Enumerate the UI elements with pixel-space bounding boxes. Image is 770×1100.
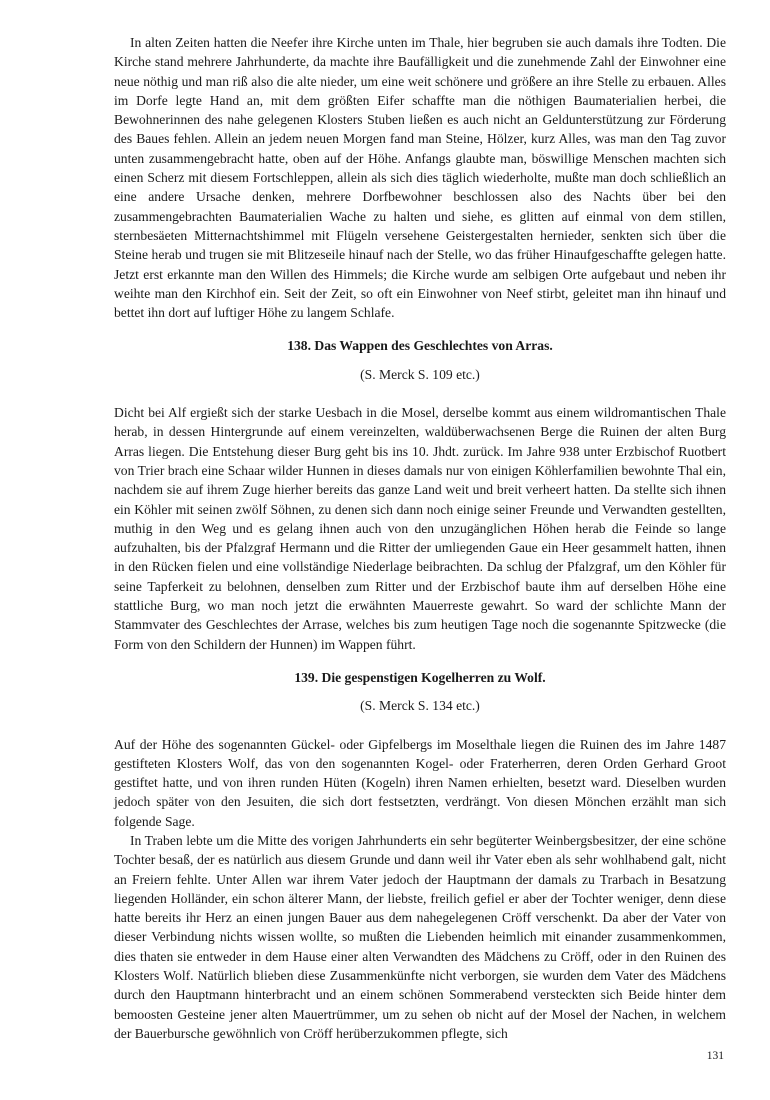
paragraph-traben-story: In Traben lebte um die Mitte des vorigen Jahrhunderts ein sehr begüterter Weinbergsbesitzer, der eine schöne Tochter besaß, der es natürlich aus diesem Grunde und dann weil ihr Vater eben als sehr wohlhabend galt, nicht an Freiern fehlte. Unter Allen war ihrem Vater jedoch der Hauptmann der damals zu Trarbach in Besatzung liegenden Holländer, ein schon älterer Mann, der liebste, freilich gefiel er aber der Tochter weniger, denn diese hatte bereits ihr Herz an einen jungen Bauer aus dem nahegelegenen Cröff verschenkt. Da aber der Vater von dieser Verbindung nichts wissen wollte, so mußten die Liebenden heimlich mit einander zusammenkommen, dies thaten sie entweder in dem Hause einer alten Verwandten des Mädchens zu Cröff, oder in den Ruinen des Klosters Wolf. Natürlich blieben diese Zusammenkünfte nicht verborgen, sie wurden dem Vater des Mädchens durch den Hauptmann hinterbracht und an einem schönen Sommerabend versteckten sich Beide hinter dem bemoosten Gesteine jener alten Mauertrümmer, um zu sehen ob nicht auf der Mosel der Nachen, in welchem der Bauerbursche gewöhnlich von Cröff herüberzukommen pflegte, sich xyxy=(114,832,726,1041)
paragraph-neef-church: In alten Zeiten hatten die Neefer ihre Kirche unten im Thale, hier begruben sie auch damals ihre Todten. Die Kirche stand mehrere Jahrhunderte, da machte ihre Baufälligkeit und die zunehmende Zahl der Einwohner eine neue nöthig und man riß also die alte nieder, um eine weit schönere und größere an ihre Stelle zu erbauen. Alles im Dorfe legte Hand an, mit dem größten Eifer schaffte man die nöthigen Baumaterialien herbei, die Bewohnerinnen des nahe gelegenen Klosters Stuben ließen es auch nicht an Geldunterstützung zur Förderung des Baues fehlen. Allein an jedem neuen Morgen fand man Steine, Hölzer, kurz Alles, was man den Tag zuvor unten zusammengebracht hatte, oben auf der Höhe. Anfangs glaubte man, böswillige Menschen machten sich einen Scherz mit diesem Fortschleppen, allein als sich dies täglich wiederholte, mußte man doch schließlich an eine andere Ursache denken, mehrere Dorfbewohner beschlossen also des Nachts über bei den zusammengebrachten Baumaterialien Wache zu halten und siehe, es glitten auf einmal von dem stillen, sternbesäeten Mitternachtshimmel mit Flügeln versehene Geistergestalten hernieder, senkten sich über die Steine herab und trugen sie mit Blitzeseile hinauf nach der Stelle, wo das früher Hinaufgeschaffte gelegen hatte. Jetzt erst erkannte man den Willen des Himmels; die Kirche wurde am selbigen Orte aufgebaut und neben ihr weihte man den Kirchhof ein. Seit der Zeit, so oft ein Einwohner von Neef stirbt, geleitet man ihn hinauf und bettet ihn dort auf luftiger Höhe zu langem Schlafe. xyxy=(114,35,726,321)
section-heading-138: 138. Das Wappen des Geschlechtes von Arras. xyxy=(287,338,553,354)
page-text xyxy=(114,33,726,1043)
section-heading-139: 139. Die gespenstigen Kogelherren zu Wolf. xyxy=(294,669,546,685)
section-source-139: (S. Merck S. 134 etc.) xyxy=(360,698,480,714)
page-number: 131 xyxy=(706,1050,724,1062)
paragraph-wolf-intro: Auf der Höhe des sogenannten Gückel- oder Gipfelbergs im Moselthale liegen die Ruinen des im Jahre 1487 gestifteten Klosters Wolf, das von den sogenannten Kogel- oder Fraterherren, deren Orden Gerhard Groot gestiftet hatte, und von ihren runden Hüten (Kogeln) ihren Namen erhielten, besetzt ward. Dieselben wurden jedoch später von den Jesuiten, die sich dort festsetzten, verdrängt. Von diesen Mönchen erzählt man sich folgende Sage. xyxy=(114,736,726,829)
section-source-138: (S. Merck S. 109 etc.) xyxy=(360,366,480,382)
paragraph-arras: Dicht bei Alf ergießt sich der starke Uesbach in die Mosel, derselbe kommt aus einem wildromantischen Thale herab, in dessen Hintergrunde auf einem vereinzelten, waldüberwachsenen Berge die Ruinen der alten Burg Arras liegen. Die Entstehung dieser Burg geht bis ins 10. Jhdt. zurück. Im Jahre 938 unter Erzbischof Ruotbert von Trier brach eine Schaar wilder Hunnen in dieses damals nur von einigen Köhlerfamilien bewohnte Thal ein, nachdem sie auf ihrem Zuge hierher bereits das ganze Land weit und breit verheert hatten. Da stellte sich ihnen ein Köhler mit seinen zwölf Söhnen, zu denen sich dann noch einige seiner Freunde und Verwandten gestellten, muthig in den Weg und es gelang ihnen auch von den unzugänglichen Höhen herab die Feinde so lange aufzuhalten, bis der Pfalzgraf Hermann und die Ritter der umliegenden Gaue ein Heer gesammelt hatten, ihnen in den Rücken fielen und eine vollständige Niederlage beibrachten. Da schlug der Pfalzgraf, um den Köhler für seine Tapferkeit zu belohnen, denselben zum Ritter und der Erzbischof baute ihm auf derselben Höhe eine stattliche Burg, wo man noch jetzt die erwähnten Mauerreste gewahrt. So ward der schlichte Mann der Stammvater des Geschlechtes der Arrase, welches bis zum heutigen Tage noch die sogenannte Spitzwecke (die Form von den Schildern der Hunnen) im Wappen führt. xyxy=(114,405,726,652)
